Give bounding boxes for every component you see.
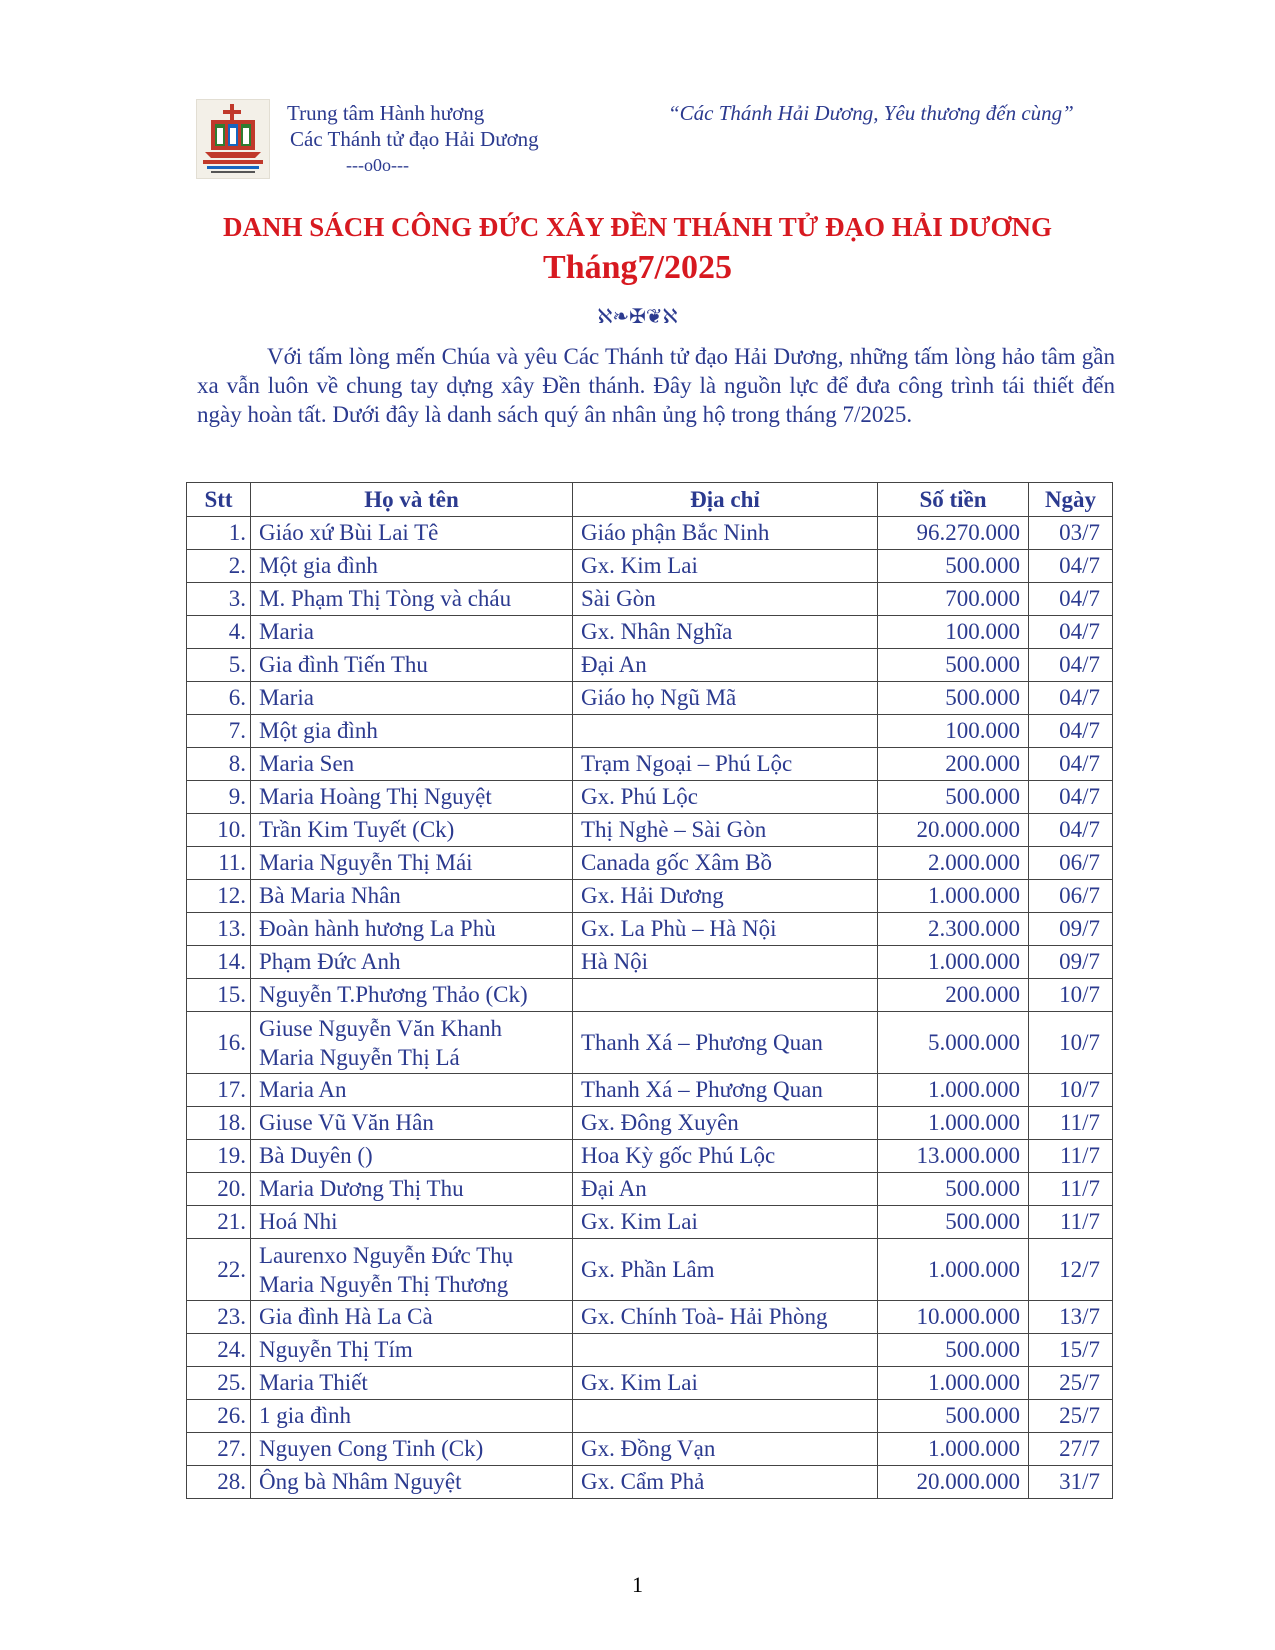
org-separator: ---o0o--- <box>346 155 409 175</box>
motto: “Các Thánh Hải Dương, Yêu thương đến cùng” <box>668 101 1074 125</box>
table-row <box>187 1466 1113 1499</box>
document-subtitle-month: Tháng7/2025 <box>543 249 732 286</box>
cell-name: Maria Thiết <box>251 1367 573 1400</box>
cell-name: Giuse Vũ Văn Hân <box>251 1107 573 1140</box>
cell-name-line-1: Laurenxo Nguyễn Đức Thụ <box>259 1242 514 1268</box>
cell-amount: 500.000 <box>878 781 1029 814</box>
cell-address: Giáo phận Bắc Ninh <box>573 517 878 550</box>
cell-address: Hà Nội <box>573 946 878 979</box>
cell-date: 13/7 <box>1029 1301 1113 1334</box>
pilgrimage-center-logo-icon <box>196 99 270 179</box>
cell-stt: 24. <box>187 1334 251 1367</box>
cell-name: Maria Sen <box>251 748 573 781</box>
table-row <box>187 847 1113 880</box>
table-row <box>187 1239 1113 1301</box>
cell-stt: 11. <box>187 847 251 880</box>
cell-name: Một gia đình <box>251 550 573 583</box>
cell-amount: 20.000.000 <box>878 814 1029 847</box>
cell-amount: 1.000.000 <box>878 1239 1029 1301</box>
cell-amount: 1.000.000 <box>878 1074 1029 1107</box>
cell-date: 09/7 <box>1029 946 1113 979</box>
cell-address: Thanh Xá – Phương Quan <box>573 1074 878 1107</box>
cell-address: Gx. Cẩm Phả <box>573 1466 878 1499</box>
header-address: Địa chỉ <box>573 483 878 517</box>
cell-date: 10/7 <box>1029 1074 1113 1107</box>
table-row <box>187 814 1113 847</box>
cell-address <box>573 1334 878 1367</box>
cell-name: Nguyễn Thị Tím <box>251 1334 573 1367</box>
cell-address: Gx. Hải Dương <box>573 880 878 913</box>
cell-address: Gx. Chính Toà- Hải Phòng <box>573 1301 878 1334</box>
cell-name: M. Phạm Thị Tòng và cháu <box>251 583 573 616</box>
cell-amount: 500.000 <box>878 550 1029 583</box>
cell-address: Canada gốc Xâm Bồ <box>573 847 878 880</box>
cell-date: 31/7 <box>1029 1466 1113 1499</box>
cell-amount: 100.000 <box>878 616 1029 649</box>
cell-address: Hoa Kỳ gốc Phú Lộc <box>573 1140 878 1173</box>
cell-name: Maria Nguyễn Thị Mái <box>251 847 573 880</box>
cell-date: 04/7 <box>1029 682 1113 715</box>
cell-date: 04/7 <box>1029 814 1113 847</box>
table-row <box>187 517 1113 550</box>
cell-name: Ông bà Nhâm Nguyệt <box>251 1466 573 1499</box>
table-header-row <box>187 483 1113 517</box>
cell-amount: 700.000 <box>878 583 1029 616</box>
cell-amount: 200.000 <box>878 979 1029 1012</box>
cell-name: Hoá Nhi <box>251 1206 573 1239</box>
cell-stt: 18. <box>187 1107 251 1140</box>
cell-stt: 6. <box>187 682 251 715</box>
cell-stt: 27. <box>187 1433 251 1466</box>
table-row <box>187 550 1113 583</box>
table-row <box>187 1334 1113 1367</box>
cell-address <box>573 979 878 1012</box>
cell-amount: 1.000.000 <box>878 1433 1029 1466</box>
cell-address: Thị Nghè – Sài Gòn <box>573 814 878 847</box>
cell-address: Giáo họ Ngũ Mã <box>573 682 878 715</box>
cell-name: Maria <box>251 682 573 715</box>
cell-name <box>251 1239 573 1301</box>
cell-name: Maria Hoàng Thị Nguyệt <box>251 781 573 814</box>
cell-date: 06/7 <box>1029 880 1113 913</box>
cell-address: Gx. Kim Lai <box>573 550 878 583</box>
cell-name: Bà Duyên () <box>251 1140 573 1173</box>
cell-address: Đại An <box>573 1173 878 1206</box>
table-row <box>187 649 1113 682</box>
cell-stt: 15. <box>187 979 251 1012</box>
cell-name-line-2: Maria Nguyễn Thị Thương <box>259 1271 509 1297</box>
cell-date: 10/7 <box>1029 979 1113 1012</box>
cell-name: Maria <box>251 616 573 649</box>
cell-address: Thanh Xá – Phương Quan <box>573 1012 878 1074</box>
cell-date: 11/7 <box>1029 1173 1113 1206</box>
table-row <box>187 946 1113 979</box>
cell-date: 25/7 <box>1029 1400 1113 1433</box>
cell-stt: 22. <box>187 1239 251 1301</box>
intro-paragraph: Với tấm lòng mến Chúa và yêu Các Thánh tử đạo Hải Dương, những tấm lòng hảo tâm gần xa vẫn luôn về chung tay dựng xây Đền thánh. Đây là nguồn lực để đưa công trình tái thiết đến ngày hoàn tất. Dưới đây là danh sách quý ân nhân ủng hộ trong tháng 7/2025. <box>197 344 1115 427</box>
cell-stt: 1. <box>187 517 251 550</box>
cell-stt: 10. <box>187 814 251 847</box>
table-row <box>187 682 1113 715</box>
cell-amount: 500.000 <box>878 1173 1029 1206</box>
cell-name: Nguyễn T.Phương Thảo (Ck) <box>251 979 573 1012</box>
cell-stt: 16. <box>187 1012 251 1074</box>
cell-address: Gx. Kim Lai <box>573 1206 878 1239</box>
cell-stt: 14. <box>187 946 251 979</box>
cell-name: Trần Kim Tuyết (Ck) <box>251 814 573 847</box>
cell-amount: 13.000.000 <box>878 1140 1029 1173</box>
cell-address: Sài Gòn <box>573 583 878 616</box>
table-row <box>187 781 1113 814</box>
table-row <box>187 880 1113 913</box>
cell-stt: 5. <box>187 649 251 682</box>
table-row <box>187 1173 1113 1206</box>
table-row <box>187 1107 1113 1140</box>
header-name: Họ và tên <box>251 483 573 517</box>
cell-date: 06/7 <box>1029 847 1113 880</box>
donor-table-body <box>187 517 1113 1499</box>
cell-stt: 17. <box>187 1074 251 1107</box>
cell-name: Một gia đình <box>251 715 573 748</box>
cell-date: 04/7 <box>1029 616 1113 649</box>
cell-date: 10/7 <box>1029 1012 1113 1074</box>
cell-name: Maria An <box>251 1074 573 1107</box>
cell-stt: 9. <box>187 781 251 814</box>
cell-amount: 1.000.000 <box>878 1367 1029 1400</box>
cell-amount: 500.000 <box>878 1206 1029 1239</box>
cell-address: Đại An <box>573 649 878 682</box>
cell-address <box>573 715 878 748</box>
cell-stt: 8. <box>187 748 251 781</box>
table-row <box>187 913 1113 946</box>
cell-address: Gx. Nhân Nghĩa <box>573 616 878 649</box>
table-row <box>187 1301 1113 1334</box>
cell-amount: 200.000 <box>878 748 1029 781</box>
cell-address: Gx. Đông Xuyên <box>573 1107 878 1140</box>
header-amount: Số tiền <box>878 483 1029 517</box>
cell-name: Nguyen Cong Tinh (Ck) <box>251 1433 573 1466</box>
cell-stt: 19. <box>187 1140 251 1173</box>
table-row <box>187 583 1113 616</box>
cell-amount: 500.000 <box>878 649 1029 682</box>
cell-date: 09/7 <box>1029 913 1113 946</box>
cell-amount: 100.000 <box>878 715 1029 748</box>
cell-date: 25/7 <box>1029 1367 1113 1400</box>
cell-date: 04/7 <box>1029 550 1113 583</box>
header-stt: Stt <box>187 483 251 517</box>
table-row <box>187 748 1113 781</box>
cell-date: 04/7 <box>1029 748 1113 781</box>
table-row <box>187 1433 1113 1466</box>
cell-date: 03/7 <box>1029 517 1113 550</box>
cell-address: Gx. Kim Lai <box>573 1367 878 1400</box>
cell-name: Gia đình Hà La Cà <box>251 1301 573 1334</box>
table-row <box>187 979 1113 1012</box>
org-line-2: Các Thánh tử đạo Hải Dương <box>290 127 539 151</box>
cell-name <box>251 1012 573 1074</box>
cell-name: 1 gia đình <box>251 1400 573 1433</box>
cell-stt: 25. <box>187 1367 251 1400</box>
table-row <box>187 715 1113 748</box>
cell-name: Bà Maria Nhân <box>251 880 573 913</box>
cell-stt: 13. <box>187 913 251 946</box>
cell-date: 11/7 <box>1029 1206 1113 1239</box>
cell-date: 04/7 <box>1029 715 1113 748</box>
cell-address: Gx. Đồng Vạn <box>573 1433 878 1466</box>
cell-amount: 2.000.000 <box>878 847 1029 880</box>
table-row <box>187 1074 1113 1107</box>
ornament-divider: ℵ❧✠❦ℵ <box>597 306 678 328</box>
cell-date: 15/7 <box>1029 1334 1113 1367</box>
cell-date: 27/7 <box>1029 1433 1113 1466</box>
table-row <box>187 1140 1113 1173</box>
cell-name: Giáo xứ Bùi Lai Tê <box>251 517 573 550</box>
cell-amount: 20.000.000 <box>878 1466 1029 1499</box>
cell-stt: 28. <box>187 1466 251 1499</box>
cell-stt: 3. <box>187 583 251 616</box>
cell-amount: 500.000 <box>878 1400 1029 1433</box>
cell-date: 12/7 <box>1029 1239 1113 1301</box>
table-row <box>187 616 1113 649</box>
cell-amount: 96.270.000 <box>878 517 1029 550</box>
cell-date: 04/7 <box>1029 583 1113 616</box>
cell-amount: 5.000.000 <box>878 1012 1029 1074</box>
table-row <box>187 1400 1113 1433</box>
cell-amount: 1.000.000 <box>878 1107 1029 1140</box>
table-row <box>187 1206 1113 1239</box>
cell-stt: 26. <box>187 1400 251 1433</box>
cell-address: Gx. La Phù – Hà Nội <box>573 913 878 946</box>
cell-address <box>573 1400 878 1433</box>
cell-date: 11/7 <box>1029 1140 1113 1173</box>
donor-table <box>186 482 1113 1499</box>
cell-stt: 12. <box>187 880 251 913</box>
cell-amount: 1.000.000 <box>878 946 1029 979</box>
cell-stt: 4. <box>187 616 251 649</box>
cell-address: Gx. Phần Lâm <box>573 1239 878 1301</box>
page-number: 1 <box>632 1572 643 1597</box>
cell-name: Phạm Đức Anh <box>251 946 573 979</box>
table-row <box>187 1367 1113 1400</box>
cell-stt: 7. <box>187 715 251 748</box>
org-line-1: Trung tâm Hành hương <box>287 101 485 125</box>
document-title: DANH SÁCH CÔNG ĐỨC XÂY ĐỀN THÁNH TỬ ĐẠO HẢI DƯƠNG <box>222 212 1053 242</box>
cell-address: Trạm Ngoại – Phú Lộc <box>573 748 878 781</box>
cell-amount: 10.000.000 <box>878 1301 1029 1334</box>
cell-amount: 500.000 <box>878 682 1029 715</box>
cell-stt: 23. <box>187 1301 251 1334</box>
cell-date: 04/7 <box>1029 781 1113 814</box>
cell-name: Maria Dương Thị Thu <box>251 1173 573 1206</box>
cell-date: 04/7 <box>1029 649 1113 682</box>
cell-name-line-2: Maria Nguyễn Thị Lá <box>259 1044 460 1070</box>
cell-amount: 1.000.000 <box>878 880 1029 913</box>
cell-name: Đoàn hành hương La Phù <box>251 913 573 946</box>
cell-name: Gia đình Tiến Thu <box>251 649 573 682</box>
cell-amount: 2.300.000 <box>878 913 1029 946</box>
cell-address: Gx. Phú Lộc <box>573 781 878 814</box>
header-date: Ngày <box>1029 483 1113 517</box>
table-row <box>187 1012 1113 1074</box>
cell-stt: 20. <box>187 1173 251 1206</box>
cell-stt: 21. <box>187 1206 251 1239</box>
cell-stt: 2. <box>187 550 251 583</box>
cell-date: 11/7 <box>1029 1107 1113 1140</box>
cell-amount: 500.000 <box>878 1334 1029 1367</box>
cell-name-line-1: Giuse Nguyễn Văn Khanh <box>259 1015 502 1041</box>
